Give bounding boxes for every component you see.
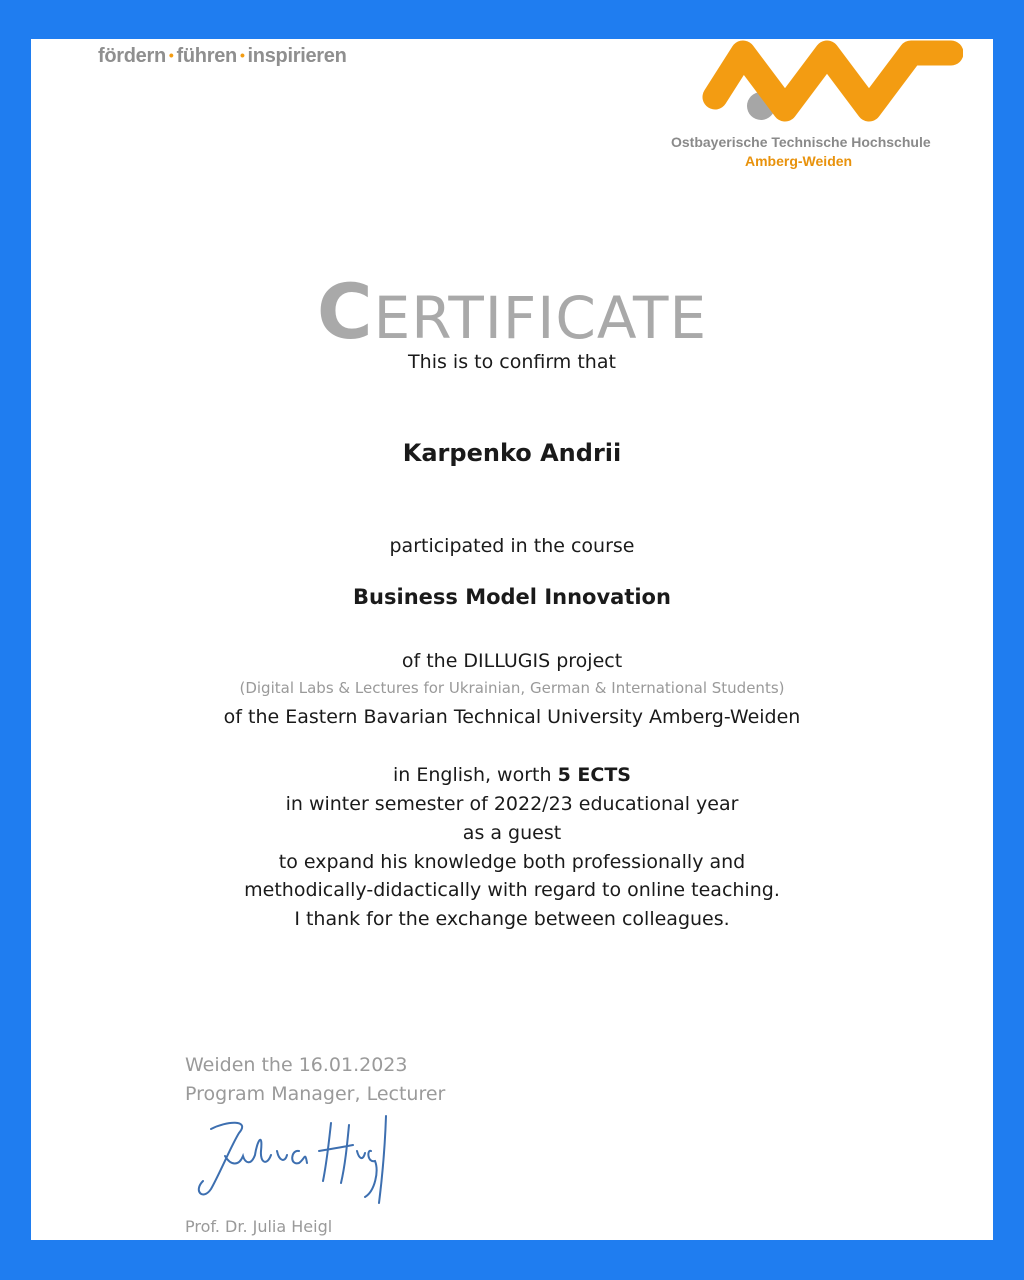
signatory-position: Program Manager, Lecturer	[185, 1083, 446, 1105]
certificate-title	[31, 267, 993, 356]
institution-name: Ostbayerische Technische Hochschule	[671, 134, 931, 150]
recipient-name: Karpenko Andrii	[402, 439, 622, 467]
tagline-word-3: inspirieren	[247, 45, 347, 67]
university-line: of the Eastern Bavarian Technical University Amberg-Weiden	[223, 706, 801, 728]
place-date: Weiden the 16.01.2023	[185, 1054, 408, 1076]
certificate-page	[31, 39, 993, 1240]
tagline-dot-2: •	[239, 47, 245, 63]
tagline-word-2: führen	[176, 45, 237, 67]
language-credits-line	[31, 764, 993, 786]
signatory-name: Prof. Dr. Julia Heigl	[185, 1217, 333, 1236]
title-initial: C	[316, 267, 374, 356]
tagline	[98, 45, 347, 68]
confirm-text: This is to confirm that	[408, 351, 616, 373]
institution-location: Amberg-Weiden	[745, 153, 853, 169]
purpose-line-2: methodically-didactically with regard to online teaching.	[244, 879, 780, 901]
course-name: Business Model Innovation	[353, 585, 671, 609]
participated-text: participated in the course	[389, 535, 635, 557]
title-rest: ERTIFICATE	[373, 284, 708, 352]
project-line: of the DILLUGIS project	[401, 650, 623, 672]
tagline-dot-1: •	[168, 47, 174, 63]
semester-line: in winter semester of 2022/23 educational year	[285, 793, 739, 815]
role-line: as a guest	[462, 822, 562, 844]
purpose-line-1: to expand his knowledge both professionally and	[278, 851, 746, 873]
project-full-name: (Digital Labs & Lectures for Ukrainian, German & International Students)	[239, 679, 785, 697]
thanks-line: I thank for the exchange between colleagues.	[294, 908, 730, 930]
language-text: in English, worth	[393, 764, 558, 786]
handwritten-signature	[181, 1111, 411, 1211]
ects-credits: 5 ECTS	[557, 764, 631, 786]
oth-logo	[663, 39, 963, 129]
tagline-word-1: fördern	[98, 45, 166, 67]
